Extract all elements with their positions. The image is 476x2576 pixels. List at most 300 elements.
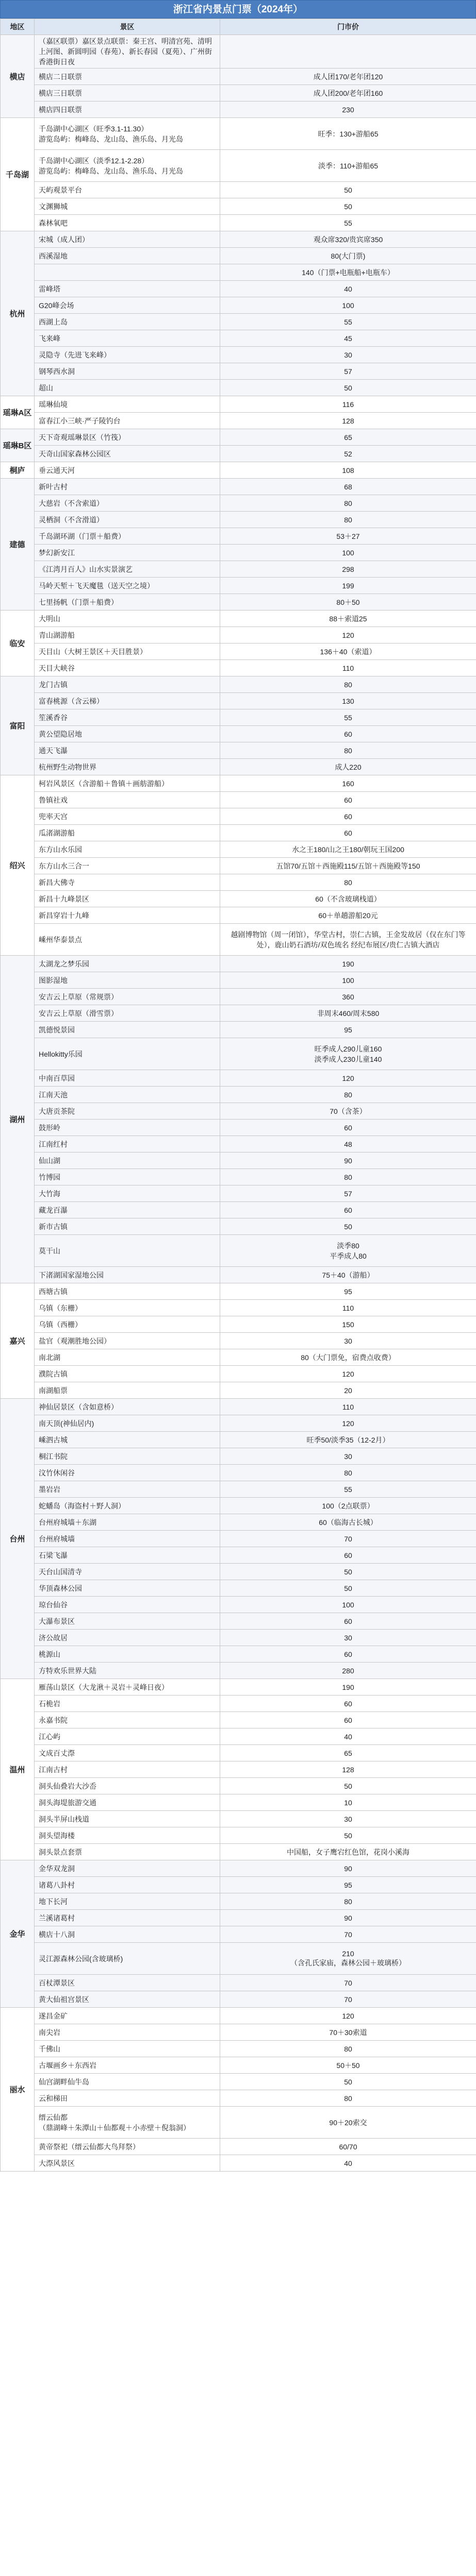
table-row [1, 907, 476, 924]
spot-cell: 新昌十九峰景区 [35, 891, 220, 907]
price-cell: 70 [220, 1926, 476, 1943]
price-cell: 五馆70/五馆＋西施殿115/五馆＋西施殿等150 [220, 858, 476, 874]
page-title: 浙江省内景点门票（2024年） [0, 0, 476, 19]
spot-cell: 遂昌金矿 [35, 2008, 220, 2024]
spot-cell: 瑶琳仙境 [35, 396, 220, 413]
table-row [1, 660, 476, 676]
table-row [1, 347, 476, 363]
table-row [1, 2155, 476, 2172]
spot-cell: 桃源山 [35, 1646, 220, 1663]
price-cell: 120 [220, 2008, 476, 2024]
price-cell: 120 [220, 1070, 476, 1087]
price-cell: 60 [220, 808, 476, 825]
table-row [1, 1038, 476, 1070]
price-cell: 70（含茶） [220, 1103, 476, 1120]
price-cell: 190 [220, 956, 476, 972]
price-cell: 65 [220, 1745, 476, 1761]
price-cell: 80 [220, 2090, 476, 2107]
spot-cell: 洞头仙叠岩大沙岙 [35, 1778, 220, 1794]
spot-cell: 马岭天堑＋飞天魔毯（送天空之境） [35, 578, 220, 594]
price-cell: 80 [220, 2041, 476, 2057]
price-cell: 80＋50 [220, 594, 476, 611]
spot-cell: 古堰画乡＋东西岩 [35, 2057, 220, 2074]
table-row [1, 1910, 476, 1926]
price-cell: 90＋20索交 [220, 2107, 476, 2139]
price-cell: 50 [220, 1218, 476, 1235]
spot-cell: 百杖潭景区 [35, 1975, 220, 1991]
price-cell: 水之王180/山之王180/朝玩王国200 [220, 841, 476, 858]
table-row [1, 1860, 476, 1877]
spot-cell: 兜率天宫 [35, 808, 220, 825]
region-cell: 建德 [1, 479, 35, 611]
table-row [1, 1679, 476, 1696]
price-cell: 136＋40（索道） [220, 643, 476, 660]
spot-cell: 安吉云上草原（常规票） [35, 989, 220, 1005]
price-cell: 90 [220, 1910, 476, 1926]
table-row [1, 1267, 476, 1283]
spot-cell: 千岛湖中心湖区（旺季3.1-11.30） 游览岛屿：梅峰岛、龙山岛、渔乐岛、月光岛 [35, 118, 220, 150]
spot-cell: 神仙居景区（含如意桥） [35, 1399, 220, 1415]
price-cell: 50 [220, 182, 476, 198]
price-cell: 108 [220, 462, 476, 479]
table-row [1, 1794, 476, 1811]
spot-cell: 杭州野生动物世界 [35, 759, 220, 775]
price-cell: 60 [220, 726, 476, 742]
table-row [1, 1943, 476, 1975]
table-row [1, 989, 476, 1005]
spot-cell: 南尖岩 [35, 2024, 220, 2041]
price-cell: 116 [220, 396, 476, 413]
spot-cell: 莫干山 [35, 1235, 220, 1267]
spot-cell: 缙云仙都 （鼎湖峰＋朱潭山＋仙都观＋小赤壁＋倪翁洞） [35, 2107, 220, 2139]
price-cell: 旺季50/淡季35（12-2月） [220, 1432, 476, 1448]
spot-cell: 大慈岩（不含索道） [35, 495, 220, 512]
table-row [1, 841, 476, 858]
table-row [1, 1415, 476, 1432]
region-cell: 桐庐 [1, 462, 35, 479]
spot-cell: 大漈风景区 [35, 2155, 220, 2172]
price-cell: 55 [220, 709, 476, 726]
price-cell: 旺季：130+游船65 [220, 118, 476, 150]
price-cell: 95 [220, 1022, 476, 1038]
table-row [1, 611, 476, 627]
table-row [1, 1202, 476, 1218]
table-row [1, 1531, 476, 1547]
spot-cell: 诸葛八卦村 [35, 1877, 220, 1893]
spot-cell: 新市古镇 [35, 1218, 220, 1235]
spot-cell: 石梁飞瀑 [35, 1547, 220, 1564]
price-cell: 68 [220, 479, 476, 495]
price-cell: 55 [220, 314, 476, 330]
spot-cell: 鼓形岭 [35, 1120, 220, 1136]
spot-cell: 天目山（大树王景区＋天目胜景） [35, 643, 220, 660]
price-cell: 280 [220, 1663, 476, 1679]
header-row [1, 19, 476, 35]
price-cell: 70 [220, 1975, 476, 1991]
price-cell: 75＋40（游船） [220, 1267, 476, 1283]
price-cell: 100 [220, 545, 476, 561]
price-cell: 80（大门票免，宿费点收费） [220, 1349, 476, 1366]
spot-cell: 横店四日联票 [35, 101, 220, 118]
spot-cell: 石桅岩 [35, 1696, 220, 1712]
price-cell: 80 [220, 742, 476, 759]
spot-cell: 兰溪诸葛村 [35, 1910, 220, 1926]
table-row [1, 1185, 476, 1202]
spot-cell: 《江湾月百人》山水实景演艺 [35, 561, 220, 578]
table-row [1, 1975, 476, 1991]
table-row [1, 429, 476, 446]
table-row [1, 1103, 476, 1120]
table-row [1, 1399, 476, 1415]
price-cell: 60 [220, 792, 476, 808]
header-region: 地区 [1, 19, 35, 35]
price-cell: 140（门票+电瓶船+电瓶车） [220, 264, 476, 281]
table-row [1, 972, 476, 989]
table-row [1, 2107, 476, 2139]
price-cell: 298 [220, 561, 476, 578]
table-row [1, 215, 476, 231]
table-row [1, 1696, 476, 1712]
table-row [1, 2139, 476, 2155]
price-cell: 65 [220, 429, 476, 446]
table-row [1, 1564, 476, 1580]
price-cell: 60 [220, 1202, 476, 1218]
table-row [1, 2008, 476, 2024]
table-row [1, 85, 476, 101]
table-row [1, 380, 476, 396]
price-cell: 40 [220, 281, 476, 297]
ticket-table [0, 19, 476, 2172]
table-row [1, 808, 476, 825]
spot-cell: 新叶古村 [35, 479, 220, 495]
price-cell: 100 [220, 297, 476, 314]
table-row [1, 709, 476, 726]
spot-cell: 灵江源森林公园(含玻璃桥) [35, 1943, 220, 1975]
table-row [1, 314, 476, 330]
price-cell: 成人团170/老年团120 [220, 69, 476, 85]
region-cell: 临安 [1, 611, 35, 676]
price-cell: 90 [220, 1153, 476, 1169]
price-cell: 80 [220, 676, 476, 693]
table-row [1, 1877, 476, 1893]
table-row [1, 1448, 476, 1465]
price-cell: 100 [220, 1597, 476, 1613]
spot-cell: 江南天池 [35, 1087, 220, 1103]
price-cell: 50 [220, 1778, 476, 1794]
table-row [1, 1514, 476, 1531]
header-price: 门市价 [220, 19, 476, 35]
spot-cell: 太湖龙之梦乐园 [35, 956, 220, 972]
region-cell: 千岛湖 [1, 118, 35, 231]
spot-cell: 天下奇观瑶琳景区（竹筏） [35, 429, 220, 446]
table-row [1, 742, 476, 759]
spot-cell: 仙宫湖畔仙牛岛 [35, 2074, 220, 2090]
price-cell: 150 [220, 1316, 476, 1333]
spot-cell: 飞来峰 [35, 330, 220, 347]
region-cell: 湖州 [1, 956, 35, 1283]
spot-cell: 文渊狮城 [35, 198, 220, 215]
spot-cell: 富春江小三峡·严子陵钓台 [35, 413, 220, 429]
spot-cell: 台州府城墙 [35, 1531, 220, 1547]
spot-cell: 南北湖 [35, 1349, 220, 1366]
price-cell: 50 [220, 1827, 476, 1844]
region-cell: 嘉兴 [1, 1283, 35, 1399]
table-row [1, 1136, 476, 1153]
table-row [1, 248, 476, 264]
spot-cell: 天台山国清寺 [35, 1564, 220, 1580]
spot-cell: 竹博园 [35, 1169, 220, 1185]
spot-cell: 大唐贡茶院 [35, 1103, 220, 1120]
table-row [1, 1218, 476, 1235]
table-row [1, 1465, 476, 1481]
spot-cell: 青山湖游船 [35, 627, 220, 643]
price-cell: 淡季：110+游船65 [220, 150, 476, 182]
spot-cell: 南天顶(神仙居内) [35, 1415, 220, 1432]
table-row [1, 775, 476, 792]
price-cell: 130 [220, 693, 476, 709]
table-row [1, 1597, 476, 1613]
spot-cell: 黄帝祭祀（缙云仙都大鸟拜祭） [35, 2139, 220, 2155]
price-cell: 45 [220, 330, 476, 347]
table-row [1, 693, 476, 709]
price-cell: 30 [220, 1448, 476, 1465]
table-row [1, 2041, 476, 2057]
spot-cell: 梦幻新安江 [35, 545, 220, 561]
region-cell: 金华 [1, 1860, 35, 2008]
price-cell: 旺季成人290儿童160 淡季成人230儿童140 [220, 1038, 476, 1070]
price-cell: 230 [220, 101, 476, 118]
price-cell: 淡季80 平季成人80 [220, 1235, 476, 1267]
spot-cell: 西湖上岛 [35, 314, 220, 330]
table-row [1, 1745, 476, 1761]
spot-cell: 笙溪香谷 [35, 709, 220, 726]
table-row [1, 561, 476, 578]
table-row [1, 1022, 476, 1038]
price-cell: 90 [220, 1860, 476, 1877]
table-row [1, 1613, 476, 1630]
spot-cell: 七里扬帆（门票＋船费） [35, 594, 220, 611]
region-cell: 瑶琳A区 [1, 396, 35, 429]
price-cell: 观众席320/贵宾席350 [220, 231, 476, 248]
table-row [1, 1663, 476, 1679]
table-row [1, 1120, 476, 1136]
spot-cell: 江心屿 [35, 1728, 220, 1745]
table-row [1, 1070, 476, 1087]
table-row [1, 1333, 476, 1349]
price-cell: 100 [220, 972, 476, 989]
spot-cell: 琼台仙谷 [35, 1597, 220, 1613]
table-row [1, 264, 476, 281]
table-row [1, 101, 476, 118]
spot-cell: 洞头海堤旅游交通 [35, 1794, 220, 1811]
price-cell: 110 [220, 1300, 476, 1316]
table-row [1, 1926, 476, 1943]
price-cell: 80 [220, 512, 476, 528]
table-row [1, 924, 476, 956]
table-row [1, 1316, 476, 1333]
price-cell: 80 [220, 874, 476, 891]
spot-cell: 东方山水乐园 [35, 841, 220, 858]
price-cell: 70 [220, 1531, 476, 1547]
spot-cell: 凯德悦景园 [35, 1022, 220, 1038]
table-row [1, 643, 476, 660]
spot-cell: 安吉云上草原（滑雪票） [35, 1005, 220, 1022]
price-cell: 95 [220, 1877, 476, 1893]
spot-cell: 江南红村 [35, 1136, 220, 1153]
price-cell: 60 [220, 825, 476, 841]
table-row [1, 1366, 476, 1382]
price-cell: 60/70 [220, 2139, 476, 2155]
price-cell: 57 [220, 1185, 476, 1202]
price-cell: 30 [220, 1630, 476, 1646]
table-row [1, 792, 476, 808]
spot-cell: 乌镇（西栅） [35, 1316, 220, 1333]
table-row [1, 1580, 476, 1597]
price-cell: 60 [220, 1696, 476, 1712]
table-row [1, 858, 476, 874]
spot-cell: 洞头景点套票 [35, 1844, 220, 1860]
table-row [1, 759, 476, 775]
price-cell: 50 [220, 198, 476, 215]
region-cell: 温州 [1, 1679, 35, 1860]
spot-cell: 嵊泗古城 [35, 1432, 220, 1448]
price-cell: 80 [220, 1087, 476, 1103]
spot-cell: 新昌大佛寺 [35, 874, 220, 891]
spot-cell: 通天飞瀑 [35, 742, 220, 759]
spot-cell: 仙山湖 [35, 1153, 220, 1169]
price-cell: 40 [220, 2155, 476, 2172]
table-row [1, 2090, 476, 2107]
price-cell: 30 [220, 1811, 476, 1827]
table-row [1, 545, 476, 561]
spot-cell: 藏龙百瀑 [35, 1202, 220, 1218]
price-cell: 128 [220, 413, 476, 429]
spot-cell: 盐官（观潮胜地公园） [35, 1333, 220, 1349]
table-row [1, 594, 476, 611]
table-row [1, 1728, 476, 1745]
table-row [1, 231, 476, 248]
spot-cell: 横店十八洞 [35, 1926, 220, 1943]
spot-cell: Hellokitty乐园 [35, 1038, 220, 1070]
spot-cell: （嘉区联票）嘉区景点联票：秦王宫、明清宫苑、清明上河图、新圆明园（春苑）、新长春园（夏苑）、广州街香港街日夜 [35, 35, 220, 69]
price-cell: 50 [220, 380, 476, 396]
price-cell [220, 35, 476, 69]
region-cell: 富阳 [1, 676, 35, 775]
price-cell: 80 [220, 1465, 476, 1481]
table-row [1, 2074, 476, 2090]
table-row [1, 1481, 476, 1498]
table-row [1, 1498, 476, 1514]
price-cell: 50＋50 [220, 2057, 476, 2074]
spot-cell: 黄大仙祖宫景区 [35, 1991, 220, 2008]
price-cell: 非周末460/周末580 [220, 1005, 476, 1022]
table-row [1, 1169, 476, 1185]
table-row [1, 1991, 476, 2008]
spot-cell: 千岛湖环湖（门票＋船费） [35, 528, 220, 545]
spot-cell: 垂云通天河 [35, 462, 220, 479]
table-row [1, 198, 476, 215]
spot-cell [35, 264, 220, 281]
price-cell: 120 [220, 1366, 476, 1382]
table-row [1, 462, 476, 479]
table-row [1, 2024, 476, 2041]
table-row [1, 891, 476, 907]
spot-cell: 森林氧吧 [35, 215, 220, 231]
price-cell: 70 [220, 1991, 476, 2008]
table-row [1, 1432, 476, 1448]
price-cell: 120 [220, 1415, 476, 1432]
spot-cell: 宋城（成人团） [35, 231, 220, 248]
table-row [1, 1300, 476, 1316]
price-cell: 20 [220, 1382, 476, 1399]
price-cell: 80 [220, 1893, 476, 1910]
price-cell: 128 [220, 1761, 476, 1778]
region-cell: 绍兴 [1, 775, 35, 956]
table-row [1, 1153, 476, 1169]
table-row [1, 281, 476, 297]
spot-cell: 天目大峡谷 [35, 660, 220, 676]
spot-cell: 瓜渚湖游船 [35, 825, 220, 841]
price-cell: 成人220 [220, 759, 476, 775]
table-row [1, 1827, 476, 1844]
spot-cell: G20峰会场 [35, 297, 220, 314]
table-row [1, 1712, 476, 1728]
table-row [1, 396, 476, 413]
table-row [1, 2057, 476, 2074]
region-cell: 杭州 [1, 231, 35, 396]
table-row [1, 1382, 476, 1399]
spot-cell: 华顶森林公园 [35, 1580, 220, 1597]
table-row [1, 1235, 476, 1267]
table-row [1, 1547, 476, 1564]
price-cell: 40 [220, 1728, 476, 1745]
spot-cell: 天屿观景平台 [35, 182, 220, 198]
table-row [1, 479, 476, 495]
spot-cell: 嵊州华泰景点 [35, 924, 220, 956]
table-row [1, 578, 476, 594]
spot-cell: 乌镇（东栅） [35, 1300, 220, 1316]
table-row [1, 956, 476, 972]
price-cell: 60＋单趟游船20元 [220, 907, 476, 924]
spot-cell: 天奇山国家森林公园区 [35, 446, 220, 462]
spot-cell: 云和梯田 [35, 2090, 220, 2107]
spot-cell: 雁荡山景区（大龙湫＋灵岩＋灵峰日夜） [35, 1679, 220, 1696]
table-row [1, 446, 476, 462]
spot-cell: 台州府城墙＋东湖 [35, 1514, 220, 1531]
price-cell: 60 [220, 1613, 476, 1630]
price-cell: 60（临海古长城） [220, 1514, 476, 1531]
table-row [1, 330, 476, 347]
spot-cell: 新昌穿岩十九峰 [35, 907, 220, 924]
price-cell: 190 [220, 1679, 476, 1696]
spot-cell: 大瀑布景区 [35, 1613, 220, 1630]
spot-cell: 方特欢乐世界大陆 [35, 1663, 220, 1679]
table-row [1, 1778, 476, 1794]
spot-cell: 中南百草园 [35, 1070, 220, 1087]
price-cell: 110 [220, 1399, 476, 1415]
region-cell: 台州 [1, 1399, 35, 1679]
price-cell: 80(大门票) [220, 248, 476, 264]
table-row [1, 1893, 476, 1910]
spot-cell: 江南古村 [35, 1761, 220, 1778]
spot-cell: 汶竹休闲谷 [35, 1465, 220, 1481]
price-cell: 60 [220, 1646, 476, 1663]
price-cell: 50 [220, 1580, 476, 1597]
price-cell: 50 [220, 1564, 476, 1580]
price-cell: 80 [220, 495, 476, 512]
price-cell: 60 [220, 1547, 476, 1564]
spot-cell: 蛇蟠岛（海盗村＋野人洞） [35, 1498, 220, 1514]
